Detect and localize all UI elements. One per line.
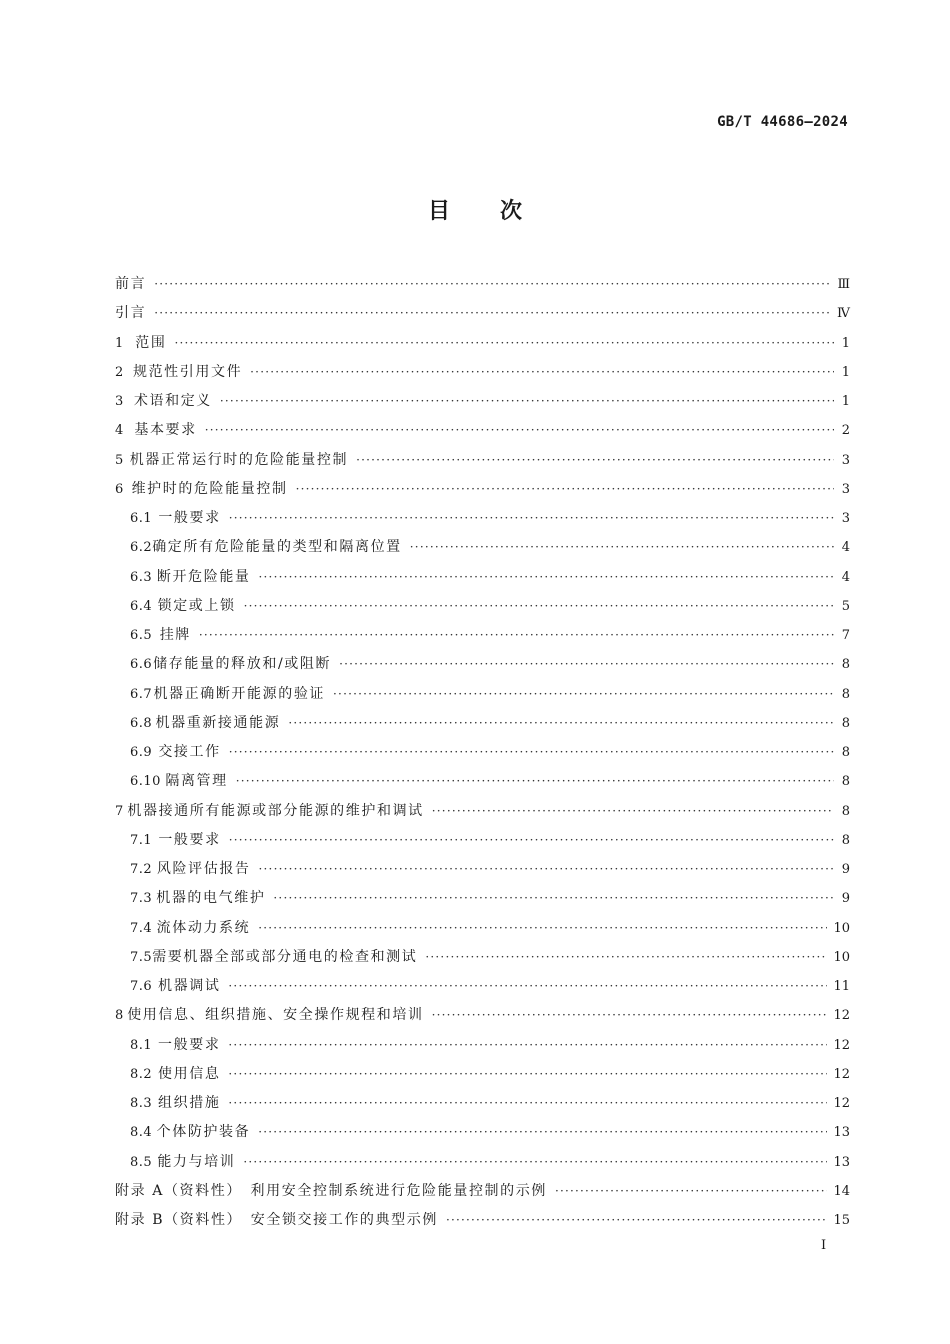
toc-entry-number: 8.2 [130,1066,153,1082]
toc-entry[interactable] [115,1089,850,1118]
toc-leader-dots [229,826,834,855]
toc-entry[interactable] [115,650,850,679]
toc-leader-dots [339,650,834,679]
toc-leader-dots [258,914,827,943]
toc-leader-dots [250,358,834,387]
toc-leader-dots [259,855,834,884]
toc-entry-number: 6.8 [130,715,153,731]
toc-leader-dots [425,943,827,972]
toc-entry-label: 个体防护装备 [156,1124,251,1141]
toc-entry[interactable] [115,621,850,650]
toc-entry[interactable] [115,475,850,504]
toc-entry[interactable] [115,270,850,299]
toc-entry-page: 3 [841,452,850,468]
toc-entry-number: 7.5 [130,949,153,965]
toc-entry-page: 15 [833,1213,850,1228]
toc-entry[interactable] [115,826,850,855]
toc-entry-page: 3 [841,481,850,497]
toc-entry-number: 4 [115,423,124,439]
toc-entry-number: 6.6 [130,657,153,673]
toc-entry-number: 6.9 [130,745,153,760]
toc-entry-label: 一般要求 [158,1036,221,1053]
toc-entry-label: 机器重新接通能源 [155,714,281,731]
toc-entry-page: 8 [841,774,850,790]
toc-entry-page: 9 [841,862,850,877]
toc-entry-label: 断开危险能量 [156,568,251,585]
toc-entry[interactable] [115,972,850,1001]
toc-leader-dots [258,1118,827,1147]
toc-leader-dots [228,1031,827,1060]
toc-entry-number: 8 [115,1008,124,1024]
toc-entry[interactable] [115,416,850,445]
toc-entry-number: 7.1 [130,832,153,848]
toc-entry-label: 储存能量的释放和/或阻断 [153,656,332,673]
toc-leader-dots [432,797,834,826]
toc-leader-dots [259,563,834,592]
toc-leader-dots [228,972,827,1001]
toc-entry-label: 范围 [135,334,167,351]
toc-leader-dots [229,738,834,767]
toc-entry-label: 能力与培训 [157,1153,236,1170]
toc-entry[interactable] [115,709,850,738]
toc-entry-number: 8.1 [130,1037,153,1053]
toc-entry-label: 前言 [115,276,147,292]
toc-leader-dots [288,709,834,738]
toc-entry-number: 2 [115,364,124,380]
toc-entry-number: 6.4 [130,598,153,614]
toc-entry-number: 6 [115,481,124,497]
toc-entry-page: 8 [841,745,850,760]
toc-entry-page: Ⅳ [837,306,850,322]
toc-entry[interactable] [115,533,850,562]
toc-entry-page: 10 [833,920,850,936]
toc-entry[interactable] [115,1148,850,1177]
toc-entry-number: 8.3 [130,1096,153,1111]
toc-entry-number: 1 [115,335,124,351]
toc-leader-dots [199,621,834,650]
toc-entry-number: 3 [115,394,124,409]
toc-entry-number: 7 [115,803,124,819]
toc-entry[interactable] [115,1118,850,1147]
toc-leader-dots [333,680,834,709]
toc-entry-label: 风险评估报告 [156,861,251,877]
toc-entry-number: 6.10 [130,774,161,790]
toc-entry-label: 锁定或上锁 [157,597,236,614]
toc-leader-dots [432,1001,828,1030]
toc-leader-dots [410,533,834,562]
toc-entry-page: 12 [833,1037,850,1053]
toc-entry-label: 机器调试 [158,978,221,994]
toc-entry-page: 13 [833,1154,850,1170]
toc-entry-page: 8 [841,686,850,702]
toc-entry-number: 5 [115,452,124,468]
toc-entry[interactable] [115,855,850,884]
toc-entry-page: 11 [833,979,850,994]
toc-entry-page: 4 [841,540,850,556]
toc-entry-label: 术语和定义 [133,393,212,409]
toc-entry-number: 8.5 [130,1154,153,1170]
toc-entry-page: 8 [841,715,850,731]
toc-leader-dots [555,1177,827,1206]
toc-leader-dots [220,387,834,416]
toc-entry-label: 使用信息、组织措施、安全操作规程和培训 [127,1007,424,1024]
toc-entry-label: 一般要求 [158,831,221,848]
toc-entry-page: 13 [833,1125,850,1141]
toc-entry-page: 12 [833,1096,850,1111]
toc-leader-dots [356,446,834,475]
toc-entry-label: 需要机器全部或部分通电的检查和测试 [152,948,418,965]
toc-leader-dots [273,884,834,913]
toc-entry-label: 流体动力系统 [156,919,251,936]
toc-entry-label: 使用信息 [158,1065,221,1082]
page-number: I [821,1238,827,1253]
toc-leader-dots [154,299,831,328]
toc-entry-label: 引言 [115,305,147,322]
toc-entry[interactable] [115,884,850,913]
toc-entry-number: 7.4 [130,920,153,936]
toc-leader-dots [228,1089,827,1118]
toc-entry-label: 组织措施 [158,1095,221,1111]
toc-entry-number: 7.3 [130,891,153,907]
toc-entry-page: 2 [841,423,850,439]
toc-entry-label: 交接工作 [158,744,221,760]
toc-entry-number: 6.7 [130,686,153,702]
toc-entry[interactable] [115,504,850,533]
standard-number: GB/T 44686—2024 [717,114,848,130]
toc-entry-page: 12 [833,1008,850,1024]
toc-entry-label: 隔离管理 [165,773,228,790]
toc-leader-dots [175,329,835,358]
toc-entry[interactable] [115,1206,850,1235]
toc-entry[interactable] [115,797,850,826]
toc-entry[interactable] [115,738,850,767]
toc-entry-page: 4 [841,569,850,585]
page-title: 目次 [427,199,572,224]
toc-leader-dots [446,1206,828,1235]
toc-entry-page: 8 [841,657,850,673]
toc-entry-page: 8 [841,832,850,848]
toc-entry-number: 6.5 [130,628,153,643]
toc-entry-label: 确定所有危险能量的类型和隔离位置 [152,539,402,556]
toc-entry-label: 维护时的危险能量控制 [131,480,288,497]
toc-entry-page: 9 [841,891,850,907]
toc-entry-page: 1 [841,364,850,380]
toc-entry-label: 附录 B（资料性） 安全锁交接工作的典型示例 [115,1212,438,1228]
toc-entry-label: 机器正常运行时的危险能量控制 [129,451,349,468]
toc-leader-dots [236,767,834,796]
toc-entry[interactable] [115,1001,850,1030]
toc-entry[interactable] [115,1031,850,1060]
toc-entry-page: 1 [841,335,850,351]
toc-entry-label: 机器正确断开能源的验证 [153,685,326,702]
toc-entry-number: 7.6 [130,979,153,994]
toc-leader-dots [154,270,831,299]
toc-entry[interactable] [115,563,850,592]
toc-entry[interactable] [115,914,850,943]
toc-leader-dots [243,1148,827,1177]
toc-entry-number: 6.2 [130,540,153,556]
toc-entry[interactable] [115,680,850,709]
toc-leader-dots [205,416,834,445]
toc-entry-number: 6.3 [130,569,153,585]
toc-entry-label: 一般要求 [158,510,221,526]
toc-entry-label: 挂牌 [159,627,191,643]
toc-entry-page: 10 [833,949,850,965]
toc-entry-page: 8 [841,803,850,819]
toc-entry-number: 8.4 [130,1125,153,1141]
toc-entry-page: Ⅲ [837,277,850,292]
toc-entry-label: 机器接通所有能源或部分能源的维护和调试 [127,802,424,819]
toc-entry[interactable] [115,943,850,972]
toc-entry[interactable] [115,592,850,621]
toc-leader-dots [228,1060,827,1089]
toc-leader-dots [229,504,834,533]
toc-entry[interactable] [115,329,850,358]
toc-entry[interactable] [115,387,850,416]
toc-entry-page: 12 [833,1066,850,1082]
toc-leader-dots [296,475,834,504]
toc-entry-page: 7 [841,628,850,643]
toc-entry-label: 规范性引用文件 [132,363,243,380]
toc-entry-label: 基本要求 [134,422,197,439]
toc-entry-number: 7.2 [130,862,153,877]
toc-entry-number: 6.1 [130,511,153,526]
toc-entry-page: 3 [841,511,850,526]
toc-entry-label: 附录 A（资料性） 利用安全控制系统进行危险能量控制的示例 [115,1182,547,1199]
table-of-contents [115,270,850,1235]
toc-entry-page: 14 [833,1183,850,1199]
toc-entry-label: 机器的电气维护 [156,890,266,907]
toc-entry[interactable] [115,767,850,796]
toc-entry[interactable] [115,299,850,328]
toc-entry[interactable] [115,446,850,475]
toc-entry-page: 1 [841,394,850,409]
toc-entry[interactable] [115,358,850,387]
toc-entry[interactable] [115,1060,850,1089]
toc-entry[interactable] [115,1177,850,1206]
toc-leader-dots [244,592,834,621]
toc-entry-page: 5 [841,598,850,614]
